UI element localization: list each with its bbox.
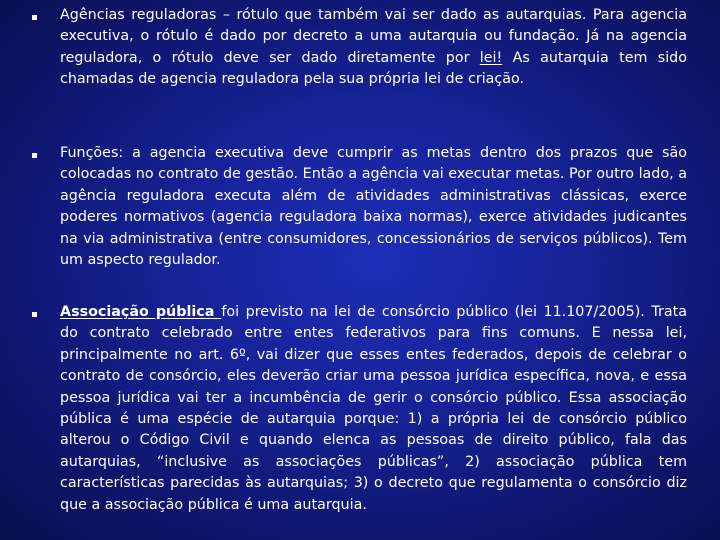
text-segment: Agências reguladoras – rótulo que também vai ser dado as autarquias. Para agencia executiva, o rótulo é dado por decreto a uma autarquia ou fundação. Já na agencia reguladora, o rótulo deve ser dado diretamente por [60, 7, 687, 66]
bullet-text-associacao [60, 302, 687, 516]
bullet-text-agencias [60, 5, 687, 91]
bullet-text-funcoes: Funções: a agencia executiva deve cumprir as metas dentro dos prazos que são colocadas no contrato de gestão. Então a agência vai executar metas. Por outro lado, a agência reguladora executa além de atividades administrativas clássicas, exerce poderes normativos (agencia reguladora baixa normas), exerce atividades judicantes na via administrativa (entre consumidores, concessionários de serviços públicos). Tem um aspecto regulador. [60, 145, 687, 269]
square-bullet-icon [32, 312, 37, 317]
underlined-heading: Associação pública [60, 304, 222, 320]
square-bullet-icon [32, 15, 37, 20]
text-segment: foi previsto na lei de consórcio público (lei 11.107/2005). Trata do contrato celebrado entre entes federativos para fins comuns. E nessa lei, principalmente no art. 6º, vai dizer que esses entes federados, depois de celebrar o contrato de consórcio, eles deverão criar uma pessoa jurídica específica, nova, e essa pessoa jurídica vai ter a incumbência de gerir o consórcio público. Essa associação pública é uma espécie de autarquia porque: 1) a própria lei de consórcio público alterou o Código Civil e quando elenca as pessoas de direito público, fala das autarquias, “inclusive as associações públicas”, 2) associação pública tem características parecidas às autarquias; 3) o decreto que regulamenta o consórcio diz que a associação pública é uma autarquia. [60, 304, 687, 513]
square-bullet-icon [32, 153, 37, 158]
text-segment: As autarquia tem sido chamadas de agencia reguladora pela sua própria lei de criação. [60, 49, 687, 88]
underlined-text: lei! [479, 49, 503, 66]
